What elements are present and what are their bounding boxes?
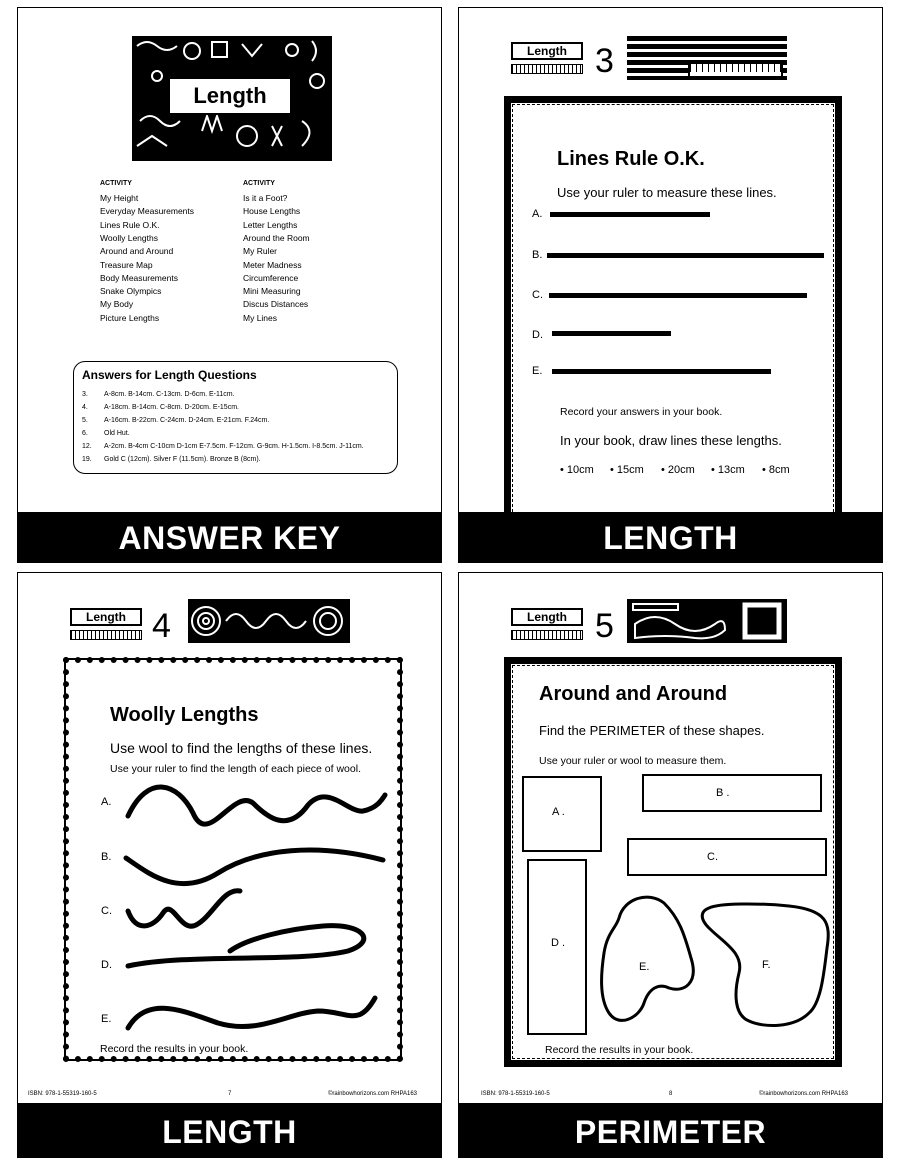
list-item: Letter Lengths — [243, 219, 298, 230]
line-label-c: C. — [532, 289, 543, 301]
answer-key-footer: ANSWER KEY — [18, 512, 441, 562]
answer-number: 6. — [82, 430, 88, 437]
copyright-text: ©rainbowhorizons.com RHPA163 — [328, 1091, 418, 1097]
page-5-around-and-around — [458, 572, 883, 1158]
page-number-label: 3 — [595, 42, 614, 80]
answer-row — [82, 443, 364, 450]
line-b — [547, 253, 824, 258]
answer-key-page — [17, 7, 442, 563]
wool-line-a — [128, 787, 385, 824]
answer-row — [82, 456, 261, 463]
list-item: My Height — [100, 193, 139, 203]
page-title: Around and Around — [539, 683, 728, 705]
answer-text: Old Hut. — [104, 430, 130, 437]
copyright-text: ©rainbowhorizons.com RHPA163 — [759, 1091, 849, 1097]
perimeter-footer: PERIMETER — [459, 1103, 882, 1157]
page-number: 7 — [228, 1091, 232, 1097]
shape-label-f: F. — [762, 959, 771, 971]
wool-line-b — [126, 850, 383, 884]
list-item: Around the Room — [243, 232, 310, 243]
answer-row — [82, 404, 239, 411]
wool-line-e — [128, 998, 375, 1028]
list-item: Treasure Map — [100, 259, 153, 270]
page-4-woolly-lengths — [17, 572, 442, 1158]
activity-header-col1: ACTIVITY — [100, 180, 132, 187]
length-item: • 13cm — [711, 464, 745, 476]
length-banner-art — [132, 36, 332, 161]
list-item: My Body — [100, 299, 134, 310]
list-item: Woolly Lengths — [100, 232, 158, 243]
record-text: Record the results in your book. — [100, 1043, 249, 1055]
wool-label-a: A. — [101, 796, 112, 808]
line-c — [549, 293, 807, 298]
ruler-stripes-art — [627, 36, 787, 80]
list-item: My Ruler — [243, 246, 278, 257]
wool-lines-drawing — [18, 573, 442, 1073]
answer-text: A-2cm. B-4cm C-10cm D-1cm E-7.5cm. F-12cm. G-9cm. H-1.5cm. I-8.5cm. J-11cm. — [104, 443, 364, 450]
line-label-e: E. — [532, 365, 543, 377]
line-d — [552, 331, 671, 336]
blob-shapes-drawing — [459, 573, 883, 1073]
wool-label-d: D. — [101, 959, 112, 971]
activity-header-col2: ACTIVITY — [243, 180, 275, 187]
instruction-text: Find the PERIMETER of these shapes. — [539, 723, 765, 738]
shape-label-c: C. — [707, 851, 718, 863]
answers-title: Answers for Length Questions — [82, 368, 257, 382]
shape-label-e: E. — [639, 961, 650, 973]
length-tab: Length — [511, 608, 583, 626]
record-text: Record the results in your book. — [545, 1044, 694, 1056]
answer-number: 12. — [82, 443, 92, 450]
page-title: Woolly Lengths — [110, 704, 259, 726]
length-item: • 8cm — [762, 464, 790, 476]
length-item: • 15cm — [610, 464, 644, 476]
line-e — [552, 369, 771, 374]
isbn-text: ISBN: 978-1-55319-160-5 — [481, 1091, 550, 1097]
wool-label-b: B. — [101, 851, 112, 863]
ruler-icon — [511, 64, 583, 74]
length-tab: Length — [511, 42, 583, 60]
list-item: Around and Around — [100, 246, 174, 257]
wool-label-e: E. — [101, 1013, 112, 1025]
list-item: Mini Measuring — [243, 286, 301, 297]
answer-number: 3. — [82, 391, 88, 398]
list-item: My Lines — [243, 312, 278, 323]
length-banner-label: Length — [168, 77, 292, 115]
answer-number: 4. — [82, 404, 88, 411]
list-item: Picture Lengths — [100, 312, 160, 323]
sub-instruction: Use your ruler to find the length of each piece of wool. — [110, 763, 361, 775]
draw-instruction: In your book, draw lines these lengths. — [560, 433, 782, 448]
instruction-text: Use your ruler to measure these lines. — [557, 185, 777, 200]
page-number: 8 — [669, 1091, 673, 1097]
answer-text: Gold C (12cm). Silver F (11.5cm). Bronze B (8cm). — [104, 456, 261, 463]
isbn-text: ISBN: 978-1-55319-160-5 — [28, 1091, 97, 1097]
page-number-label: 5 — [595, 607, 614, 645]
answer-text: A-8cm. B-14cm. C-13cm. D-6cm. E-11cm. — [104, 391, 235, 398]
list-item: Meter Madness — [243, 259, 302, 270]
answers-box — [73, 361, 398, 474]
answer-number: 19. — [82, 456, 92, 463]
answer-row — [82, 417, 269, 424]
length-item: • 20cm — [661, 464, 695, 476]
answer-row — [82, 391, 235, 398]
record-text: Record your answers in your book. — [560, 406, 723, 418]
shape-label-a: A . — [552, 806, 565, 818]
wool-label-c: C. — [101, 905, 112, 917]
wool-line-c — [128, 891, 240, 926]
shape-label-b: B . — [716, 787, 730, 799]
length-footer: LENGTH — [459, 512, 882, 562]
list-item: Everyday Measurements — [100, 206, 195, 217]
answer-number: 5. — [82, 417, 88, 424]
answer-row — [82, 430, 130, 437]
wool-line-d — [128, 926, 364, 966]
line-label-b: B. — [532, 249, 543, 261]
shape-e — [602, 897, 694, 1020]
length-item: • 10cm — [560, 464, 594, 476]
page-number-label: 4 — [152, 607, 171, 645]
ruler-image — [688, 62, 783, 78]
page-3-lines-rule — [458, 7, 883, 563]
list-item: Circumference — [243, 272, 299, 283]
page-title: Lines Rule O.K. — [557, 148, 705, 170]
list-item: Discus Distances — [243, 299, 309, 310]
list-item: Is it a Foot? — [243, 193, 288, 203]
length-tab: Length — [70, 608, 142, 626]
length-footer: LENGTH — [18, 1103, 441, 1157]
line-label-a: A. — [532, 208, 543, 220]
sub-instruction: Use your ruler or wool to measure them. — [539, 755, 727, 767]
list-item: Lines Rule O.K. — [100, 219, 160, 230]
answer-text: A-18cm. B-14cm. C-8cm. D-20cm. E-15cm. — [104, 404, 239, 411]
shape-label-d: D . — [551, 937, 566, 949]
list-item: Body Measurements — [100, 272, 178, 283]
line-label-d: D. — [532, 329, 543, 341]
line-a — [550, 212, 710, 217]
instruction-text: Use wool to find the lengths of these lines. — [110, 740, 373, 756]
list-item: Snake Olympics — [100, 286, 162, 297]
answer-text: A-16cm. B-22cm. C-24cm. D-24cm. E-21cm. F.24cm. — [104, 417, 270, 424]
list-item: House Lengths — [243, 206, 301, 217]
